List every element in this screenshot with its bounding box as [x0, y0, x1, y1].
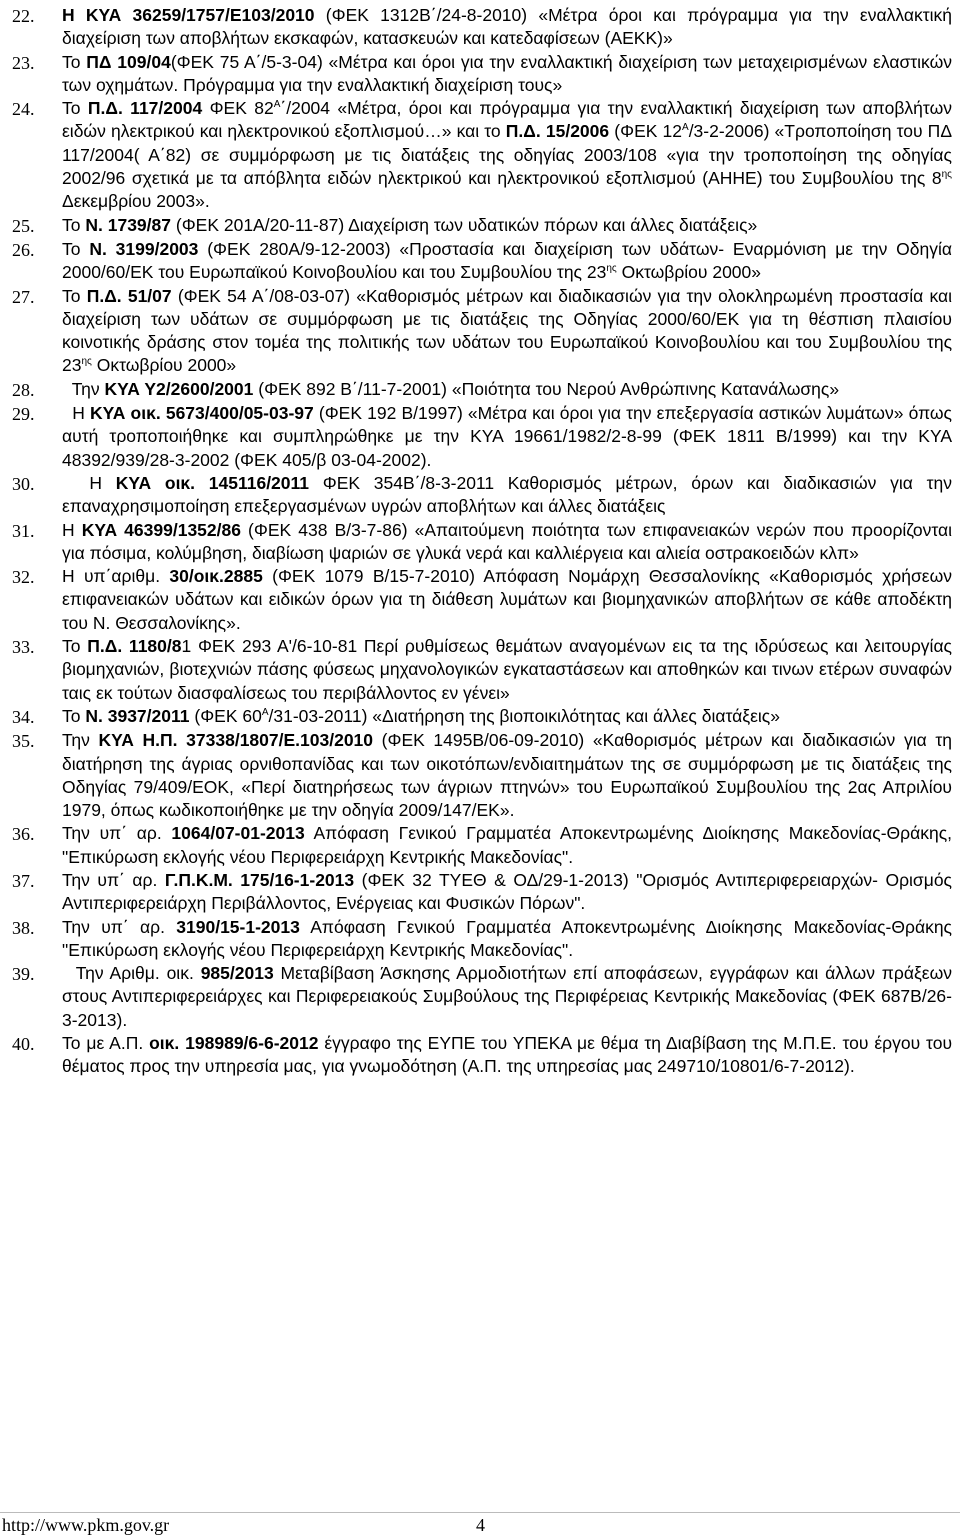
- item-number: 39.: [12, 964, 35, 985]
- list-item: [12, 97, 952, 213]
- list-item: [12, 1032, 952, 1079]
- item-text: Την ΚΥΑ Η.Π. 37338/1807/Ε.103/2010 (ΦΕΚ 1495Β/06-09-2010) «Καθορισμός μέτρων και διαδικασιών για τη διατήρηση της άγριας ορνιθοπανίδας και των οικοτόπων/ενδιαιτημάτων της σε συμμόρφωση με τις διατάξεις της Οδηγίας 79/409/ΕΟΚ, «Περί διατηρήσεως των άγριων πτηνών» του Ευρωπαϊκού Συμβουλίου της 2ας Απριλίου 1979, όπως κωδικοποιήθηκε με την οδηγία 2009/147/ΕΚ».: [62, 730, 952, 821]
- legislation-list: [12, 4, 952, 1079]
- item-number: 35.: [12, 731, 35, 752]
- item-text: Το Ν. 1739/87 (ΦΕΚ 201Α/20-11-87) Διαχείριση των υδατικών πόρων και άλλες διατάξεις»: [62, 214, 758, 235]
- item-text: Η ΚΥΑ 46399/1352/86 (ΦΕΚ 438 Β/3-7-86) «Απαιτούμενη ποιότητα των επιφανειακών νερών που προορίζονται για πόσιμα, κολύμβηση, διαβίωση ψαριών σε γλυκά νερά και καλλιέργεια και αλιεία οστρακοειδών κλπ»: [62, 519, 952, 563]
- list-item: [12, 285, 952, 378]
- item-number: 23.: [12, 52, 35, 73]
- item-text: Την Αριθμ. οικ. 985/2013 Μεταβίβαση Άσκησης Αρμοδιοτήτων επί αποφάσεων, εγγράφων και άλλων πράξεων στους Αντιπεριφερειάρχες και Περιφερειακούς Συμβούλους της Περιφέρειας Κεντρικής Μακεδονίας (ΦΕΚ 687Β/26-3-2013).: [62, 963, 952, 1030]
- item-text: Το Π.Δ. 51/07 (ΦΕΚ 54 Α΄/08-03-07) «Καθορισμός μέτρων και διαδικασιών για την ολοκληρωμένη προστασία και διαχείριση των υδάτων σε συμμόρφωση με τις διατάξεις της Οδηγίας 2000/60/ΕΚ για τη θέσπιση πλαισίου κοινοτικής δράσης στον τομέα της πολιτικής των υδάτων του Ευρωπαϊκού Κοινοβουλίου και του Συμβουλίου της $23^{\eta\varsigma}$ Οκτωβρίου 2000»: [62, 285, 952, 376]
- item-text: Την ΚΥΑ Υ2/2600/2001 (ΦΕΚ 892 Β΄/11-7-2001) «Ποιότητα του Νερού Ανθρώπινης Κατανάλωσης»: [62, 378, 840, 399]
- item-number: 28.: [12, 379, 35, 400]
- list-item: [12, 705, 952, 729]
- list-item: [12, 378, 952, 402]
- page-number: 4: [476, 1515, 485, 1535]
- list-item: [12, 729, 952, 822]
- item-number: 37.: [12, 870, 35, 891]
- item-number: 26.: [12, 239, 35, 260]
- list-item: [12, 402, 952, 472]
- list-item: [12, 51, 952, 98]
- item-text: Την υπ΄ αρ. Γ.Π.Κ.Μ. 175/16-1-2013 (ΦΕΚ 32 ΤΥΕΘ & ΟΔ/29-1-2013) "Ορισμός Αντιπεριφερειαρχών- Ορισμός Αντιπεριφερειάρχη Περιβάλλοντος, Ενέργειας και Φυσικών Πόρων".: [62, 869, 952, 914]
- item-text: Το Π.Δ. 1180/81 ΦΕΚ 293 Α'/6-10-81 Περί ρυθμίσεως θεμάτων αναγομένων εις τα της ιδρύσεως και λειτουργίας βιομηχανιών, βιοτεχνιών πάσης φύσεως μηχανολογικών εγκαταστάσεων και αποθηκών και τινων ετέρων συναφών ταις εκ τούτων διασφαλίσεως του περιβάλλοντος εν γένει»: [62, 636, 952, 703]
- footer-url[interactable]: http://www.pkm.gov.gr: [2, 1515, 170, 1535]
- list-item: [12, 916, 952, 963]
- item-number: 38.: [12, 917, 35, 938]
- item-text: Η ΚΥΑ οικ. 145116/2011 ΦΕΚ 354Β΄/8-3-2011 Καθορισμός μέτρων, όρων και διαδικασιών για την επαναχρησιμοποίηση επεξεργασμένων υγρών αποβλήτων και άλλες διατάξεις: [62, 472, 952, 517]
- item-number: 25.: [12, 215, 35, 236]
- item-number: 34.: [12, 706, 35, 727]
- item-text: Η υπ΄αριθμ. 30/οικ.2885 (ΦΕΚ 1079 Β/15-7-2010) Απόφαση Νομάρχη Θεσσαλονίκης «Καθορισμός χρήσεων επιφανειακών υδάτων και ειδικών όρων για τη διάθεση λυμάτων και βιομηχανικών αποβλήτων σε κάθε αποδέκτη του Ν. Θεσσαλονίκης».: [62, 566, 952, 633]
- item-number: 36.: [12, 824, 35, 845]
- item-number: 33.: [12, 637, 35, 658]
- item-number: 32.: [12, 567, 35, 588]
- item-number: 24.: [12, 99, 35, 120]
- list-item: [12, 238, 952, 285]
- list-item: [12, 565, 952, 635]
- item-number: 30.: [12, 473, 35, 494]
- list-item: [12, 869, 952, 916]
- list-item: [12, 214, 952, 238]
- list-item: [12, 4, 952, 51]
- item-number: 22.: [12, 6, 35, 26]
- item-text: Το ΠΔ 109/04(ΦΕΚ 75 Α΄/5-3-04) «Μέτρα και όροι για την εναλλακτική διαχείριση των μεταχειρισμένων ελαστικών των οχημάτων. Πρόγραμμα για την εναλλακτική διαχείριση τους»: [62, 51, 952, 95]
- item-number: 29.: [12, 404, 35, 425]
- item-text: Την υπ΄ αρ. 1064/07-01-2013 Απόφαση Γενικού Γραμματέα Αποκεντρωμένης Διοίκησης Μακεδονίας-Θράκης, "Επικύρωση εκλογής νέου Περιφερειάρχη Κεντρικής Μακεδονίας".: [62, 823, 952, 867]
- item-text: Η ΚΥΑ 36259/1757/Ε103/2010 (ΦΕΚ 1312Β΄/24-8-2010) «Μέτρα όροι και πρόγραμμα για την εναλλακτική διαχείριση των αποβλήτων εκσκαφών, κατασκευών και κατεδαφίσεων (ΑΕΚΚ)»: [62, 5, 952, 49]
- list-item: [12, 635, 952, 705]
- item-text: Η ΚΥΑ οικ. 5673/400/05-03-97 (ΦΕΚ 192 Β/1997) «Μέτρα και όροι για την επεξεργασία αστικών λυμάτων» όπως αυτή τροποποιήθηκε και συμπληρώθηκε με την ΚΥΑ 19661/1982/2-8-99 (ΦΕΚ 1811 Β/1999) και την ΚΥΑ 48392/939/28-3-2002 (ΦΕΚ 405/β 03-04-2002).: [62, 403, 952, 470]
- item-text: Το Ν. 3199/2003 (ΦΕΚ 280Α/9-12-2003) «Προστασία και διαχείριση των υδάτων- Εναρμόνιση με την Οδηγία 2000/60/ΕΚ του Ευρωπαϊκού Κοινοβουλίου και του Συμβουλίου της $23^{\eta\varsigma}$ Οκτωβρίου 2000»: [62, 238, 952, 283]
- item-text: Το με Α.Π. οικ. 198989/6-6-2012 έγγραφο της ΕΥΠΕ του ΥΠΕΚΑ με θέμα τη Διαβίβαση της Μ.Π.Ε. του έργου του θέματος προς την υπηρεσία μας, για γνωμοδότηση (Α.Π. της υπηρεσίας μας 249710/10801/6-7-2012).: [62, 1033, 953, 1077]
- item-text: Την υπ΄ αρ. 3190/15-1-2013 Απόφαση Γενικού Γραμματέα Αποκεντρωμένης Διοίκησης Μακεδονίας-Θράκης "Επικύρωση εκλογής νέου Περιφερειάρχη Κεντρικής Μακεδονίας".: [62, 916, 952, 960]
- item-text: Το Π.Δ. 117/2004 ΦΕΚ $82^A΄/2004$ «Μέτρα, όροι και πρόγραμμα για την εναλλακτική διαχείριση των αποβλήτων ειδών ηλεκτρικού και ηλεκτρονικού εξοπλισμού…» και το Π.Δ. 15/2006 (ΦΕΚ $12^A/3-2-2006$) «Τροποποίηση του ΠΔ 117/2004( Α΄82) σε συμμόρφωση με τις διατάξεις της οδηγίας 2003/108 «για την τροποποίηση της οδηγίας 2002/96 σχετικά με τα απόβλητα ειδών ηλεκτρικού και ηλεκτρονικού εξοπλισμού (ΑΗΗΕ) του Συμβουλίου της $8^{\eta\varsigma}$ Δεκεμβρίου 2003».: [62, 98, 953, 212]
- item-number: 27.: [12, 286, 35, 307]
- item-text: Το Ν. 3937/2011 (ΦΕΚ $60^A/31-03-2011$) «Διατήρηση της βιοποικιλότητας και άλλες διατάξεις»: [62, 705, 780, 726]
- list-item: [12, 472, 952, 519]
- list-item: [12, 822, 952, 869]
- list-item: [12, 962, 952, 1032]
- page-footer: [0, 1512, 960, 1537]
- item-number: 31.: [12, 520, 35, 541]
- list-item: [12, 519, 952, 566]
- item-number: 40.: [12, 1034, 35, 1055]
